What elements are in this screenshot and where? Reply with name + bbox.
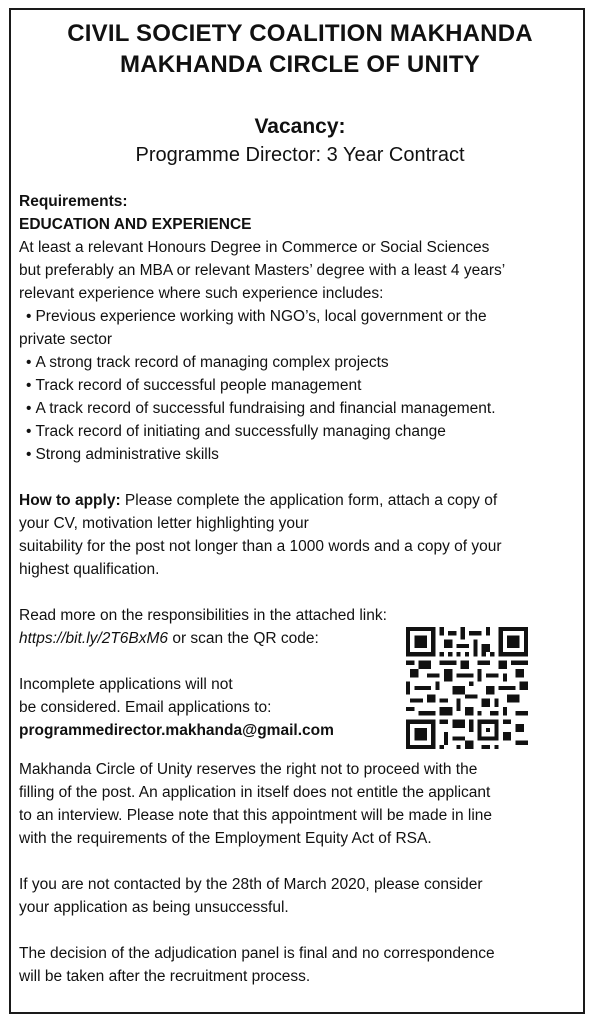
- reserve-right-text: with the requirements of the Employment Equity Act of RSA.: [19, 830, 432, 847]
- how-to-apply-line: suitability for the post not longer than a 1000 words and a copy of your: [19, 538, 502, 555]
- vacancy-label: Vacancy:: [254, 115, 346, 138]
- org-title: CIVIL SOCIETY COALITION MAKHANDA: [67, 20, 533, 47]
- requirement-bullet: • A strong track record of managing complex projects: [19, 352, 389, 375]
- responsibilities-link[interactable]: https://bit.ly/2T6BxM6: [19, 630, 169, 647]
- education-heading: EDUCATION AND EXPERIENCE: [19, 216, 252, 233]
- requirement-bullet: • Strong administrative skills: [19, 444, 219, 467]
- reserve-right-text: Makhanda Circle of Unity reserves the right not to proceed with the: [19, 761, 478, 778]
- scan-qr-text: or scan the QR code:: [168, 630, 319, 647]
- vacancy-title: Programme Director: 3 Year Contract: [135, 144, 465, 166]
- reserve-right-text: to an interview. Please note that this appointment will be made in line: [19, 807, 493, 824]
- incomplete-notice: be considered. Email applications to:: [19, 699, 272, 716]
- requirement-bullet: • Track record of successful people management: [19, 375, 361, 398]
- requirements-heading: Requirements:: [19, 193, 128, 210]
- org-subtitle: MAKHANDA CIRCLE OF UNITY: [120, 51, 480, 78]
- how-to-apply-line: your CV, motivation letter highlighting your: [19, 515, 309, 532]
- requirement-bullet: • A track record of successful fundraising and financial management.: [19, 398, 496, 421]
- application-email[interactable]: programmedirector.makhanda@gmail.com: [19, 722, 334, 739]
- requirements-intro-line: relevant experience where such experience includes:: [19, 285, 384, 302]
- decision-final-text: The decision of the adjudication panel is final and no correspondence: [19, 945, 495, 962]
- requirement-bullet: • Previous experience working with NGO’s, local government or the: [19, 306, 487, 329]
- contact-deadline-text: your application as being unsuccessful.: [19, 899, 289, 916]
- decision-final-text: will be taken after the recruitment process.: [19, 968, 311, 985]
- how-to-apply-text: Please complete the application form, attach a copy of: [120, 492, 498, 509]
- how-to-apply-line: highest qualification.: [19, 561, 160, 578]
- incomplete-notice: Incomplete applications will not: [19, 676, 233, 693]
- reserve-right-text: filling of the post. An application in itself does not entitle the applicant: [19, 784, 491, 801]
- requirement-bullet: • Track record of initiating and successfully managing change: [19, 421, 446, 444]
- requirements-intro-line: At least a relevant Honours Degree in Commerce or Social Sciences: [19, 239, 490, 256]
- how-to-apply-line: [19, 490, 497, 513]
- qr-code-icon[interactable]: [404, 627, 530, 749]
- requirements-intro-line: but preferably an MBA or relevant Masters’ degree with a least 4 years’: [19, 262, 506, 279]
- requirement-bullet-continuation: private sector: [19, 331, 113, 348]
- read-more-link-line: [19, 628, 319, 651]
- read-more-text: Read more on the responsibilities in the attached link:: [19, 607, 387, 624]
- how-to-apply-label: How to apply:: [19, 492, 121, 509]
- contact-deadline-text: If you are not contacted by the 28th of March 2020, please consider: [19, 876, 483, 893]
